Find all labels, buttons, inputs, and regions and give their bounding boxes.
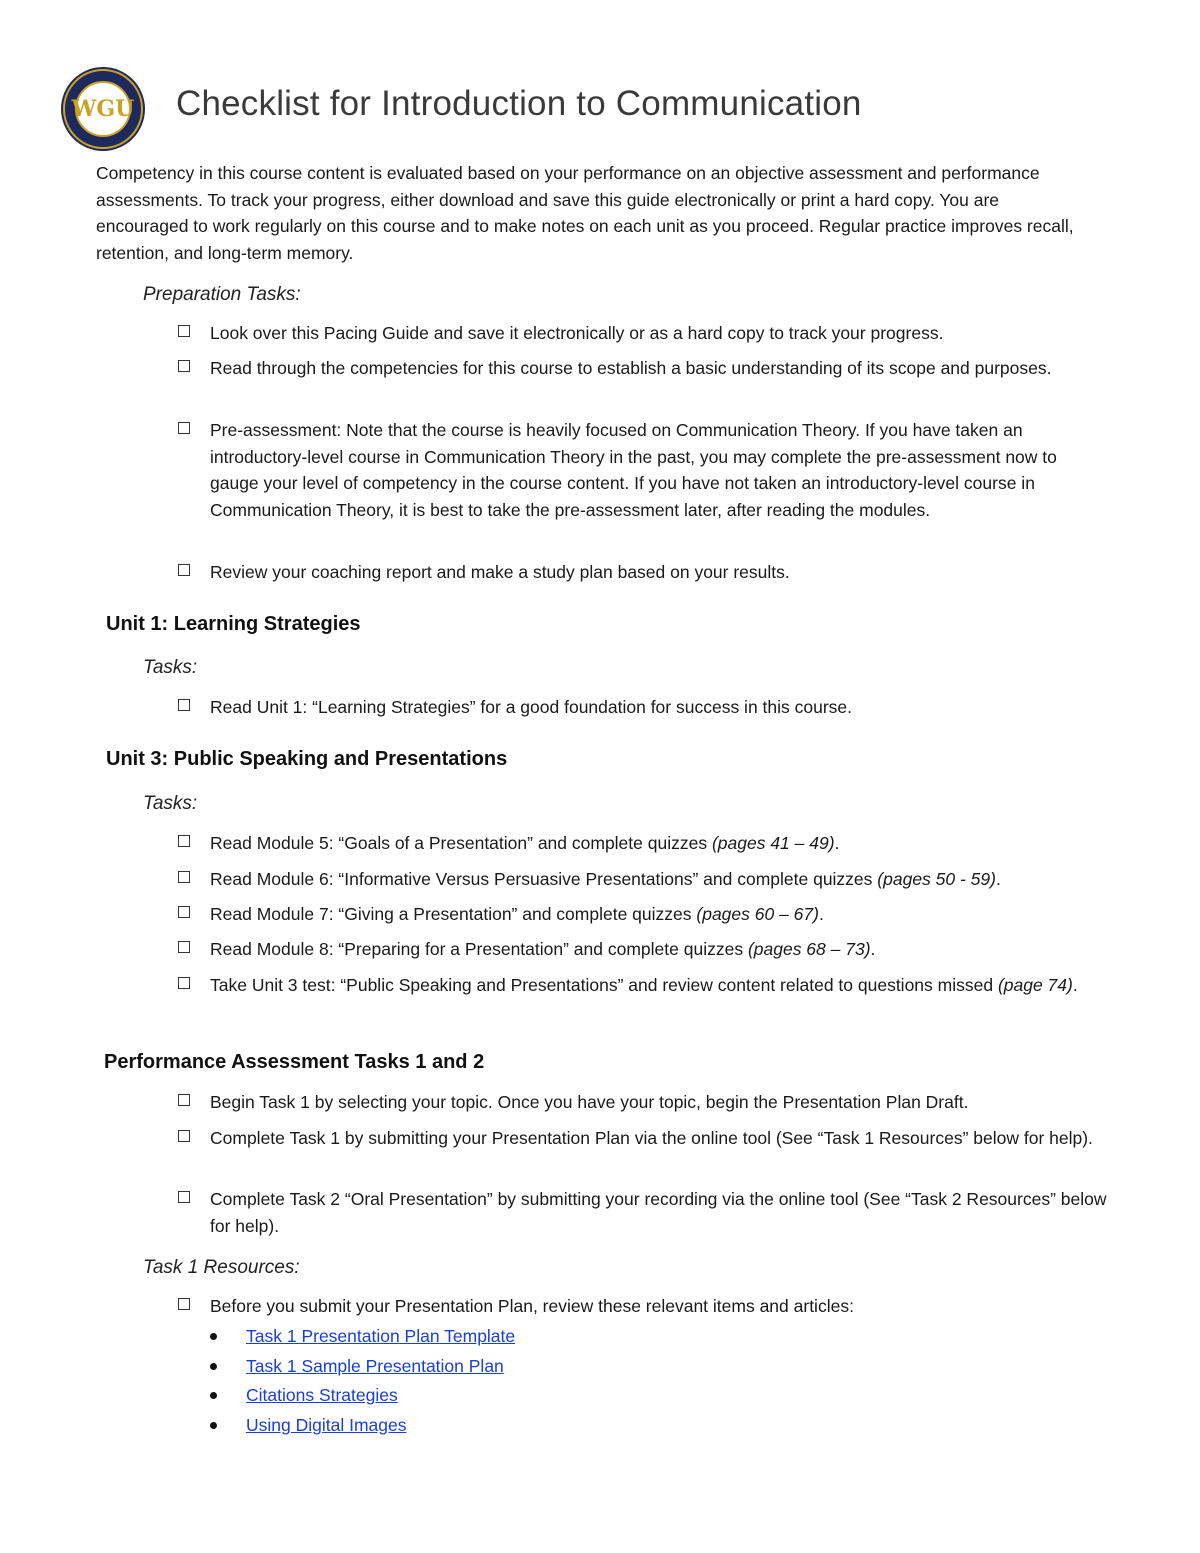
checklist-item-text: Read Module 6: “Informative Versus Persuasive Presentations” and complete quizzes (pages 50 - 59). — [210, 869, 1001, 889]
checklist-item-text: Read Module 7: “Giving a Presentation” and complete quizzes (pages 60 – 67). — [210, 904, 824, 924]
checklist-item — [178, 1186, 1108, 1239]
checklist-item-text: Read Unit 1: “Learning Strategies” for a good foundation for success in this course. — [210, 697, 853, 717]
checklist-item — [178, 320, 1108, 347]
checklist-item — [178, 694, 1108, 721]
checkbox[interactable] — [178, 1094, 190, 1106]
checkbox[interactable] — [178, 906, 190, 918]
page-range: (page 74) — [997, 975, 1073, 995]
checkbox[interactable] — [178, 325, 190, 337]
preparation-heading: Preparation Tasks: — [143, 284, 301, 305]
bullet-icon — [210, 1333, 217, 1340]
checklist-item — [178, 866, 1108, 893]
checklist-item — [178, 972, 1108, 999]
unit1-tasks-label: Tasks: — [143, 657, 198, 678]
page-range: (pages 50 - 59) — [877, 869, 996, 889]
checkbox[interactable] — [178, 1130, 190, 1142]
checkbox[interactable] — [178, 941, 190, 953]
checklist-item-text: Before you submit your Presentation Plan, review these relevant items and articles: — [210, 1296, 854, 1316]
bullet-icon — [210, 1363, 217, 1370]
checkbox[interactable] — [178, 422, 190, 434]
checklist-item-text: Read through the competencies for this course to establish a basic understanding of its scope and purposes. — [210, 358, 1052, 378]
checkbox[interactable] — [178, 871, 190, 883]
checklist-item-text: Read Module 5: “Goals of a Presentation” and complete quizzes (pages 41 – 49). — [210, 833, 840, 853]
checklist-item-text: Complete Task 2 “Oral Presentation” by submitting your recording via the online tool (See “Task 2 Resources” below for help). — [210, 1189, 1107, 1236]
checklist-item-text: Pre-assessment: Note that the course is heavily focused on Communication Theory. If you have taken an introductory-level course in Communication Theory in the past, you may complete the pre-assessment now to gauge your level of competency in the course content. If you have not taken an introductory-level course in Communication Theory, it is best to take the pre-assessment later, after reading the modules. — [210, 420, 1057, 520]
checklist-item-text: Look over this Pacing Guide and save it electronically or as a hard copy to track your progress. — [210, 323, 944, 343]
checklist-item — [178, 1293, 1108, 1320]
checklist-item — [178, 559, 1108, 586]
checklist-item — [178, 936, 1108, 963]
checklist-item-text: Read Module 8: “Preparing for a Presentation” and complete quizzes (pages 68 – 73). — [210, 939, 876, 959]
checklist-item — [178, 355, 1108, 382]
bullet-icon — [210, 1422, 217, 1429]
performance-heading: Performance Assessment Tasks 1 and 2 — [104, 1051, 485, 1073]
unit3-heading: Unit 3: Public Speaking and Presentations — [106, 748, 508, 770]
checklist-item-text: Take Unit 3 test: “Public Speaking and Presentations” and review content related to questions missed (page 74). — [210, 975, 1078, 995]
checklist-item — [178, 417, 1108, 523]
wgu-logo-seal — [60, 66, 146, 152]
checkbox[interactable] — [178, 835, 190, 847]
link-citations-strategies[interactable]: Citations Strategies — [246, 1385, 398, 1405]
page-range: (pages 68 – 73) — [747, 939, 871, 959]
checklist-item — [178, 1125, 1108, 1152]
unit3-tasks-label: Tasks: — [143, 793, 198, 814]
checklist-item — [178, 830, 1108, 857]
checkbox[interactable] — [178, 699, 190, 711]
link-sample-presentation-plan[interactable]: Task 1 Sample Presentation Plan — [246, 1356, 504, 1376]
page-title: Checklist for Introduction to Communication — [176, 84, 862, 123]
link-using-digital-images[interactable]: Using Digital Images — [246, 1415, 407, 1435]
checklist-item — [178, 901, 1108, 928]
checklist-item-text: Begin Task 1 by selecting your topic. Once you have your topic, begin the Presentation Plan Draft. — [210, 1092, 969, 1112]
page-range: (pages 60 – 67) — [696, 904, 819, 924]
checkbox[interactable] — [178, 360, 190, 372]
checklist-item-text: Complete Task 1 by submitting your Presentation Plan via the online tool (See “Task 1 Resources” below for help). — [210, 1128, 1093, 1148]
bullet-icon — [210, 1392, 217, 1399]
page-range: (pages 41 – 49) — [711, 833, 835, 853]
checklist-item — [178, 1089, 1108, 1116]
checklist-item-text: Review your coaching report and make a study plan based on your results. — [210, 562, 790, 582]
intro-paragraph: Competency in this course content is evaluated based on your performance on an objective assessment and performance assessments. To track your progress, either download and save this guide electronically or print a hard copy. You are encouraged to work regularly on this course and to make notes on each unit as you proceed. Regular practice improves recall, retention, and long-term memory. — [96, 163, 1074, 263]
checkbox[interactable] — [178, 564, 190, 576]
checkbox[interactable] — [178, 977, 190, 989]
unit1-heading: Unit 1: Learning Strategies — [106, 613, 361, 635]
link-presentation-plan-template[interactable]: Task 1 Presentation Plan Template — [246, 1326, 516, 1346]
checkbox[interactable] — [178, 1191, 190, 1203]
checkbox[interactable] — [178, 1298, 190, 1310]
task1-resources-heading: Task 1 Resources: — [143, 1257, 300, 1278]
logo-monogram: WGU — [71, 96, 135, 122]
